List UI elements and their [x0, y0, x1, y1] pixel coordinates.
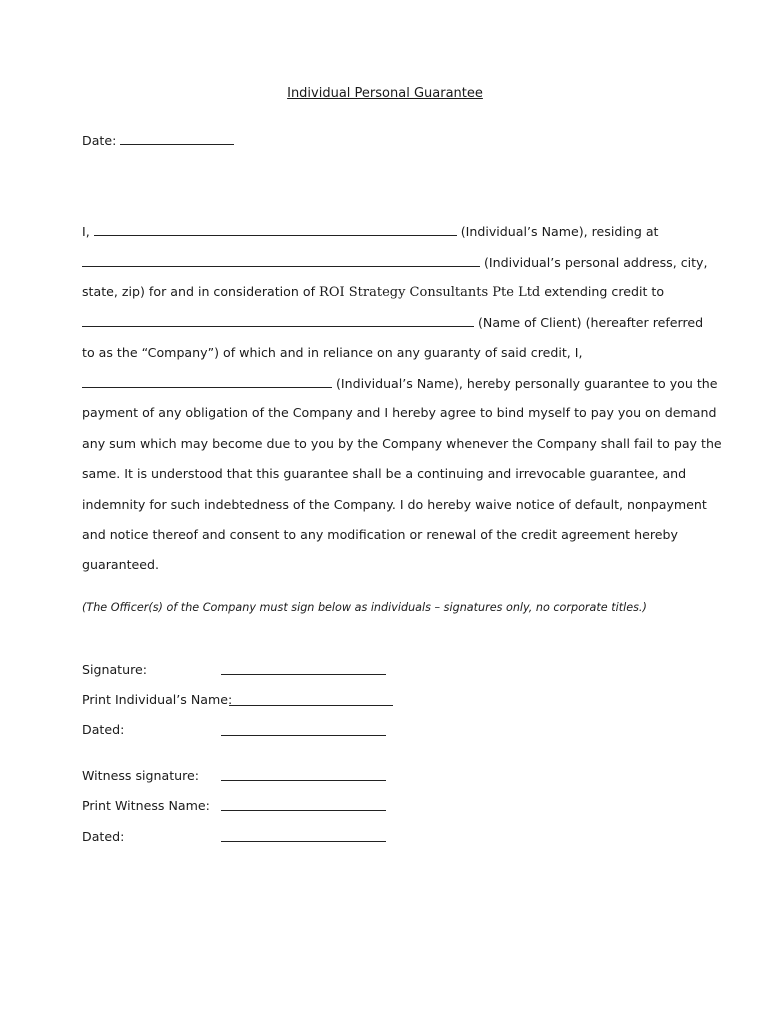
print-witness-field[interactable] [221, 810, 386, 811]
body-line-11: and notice thereof and consent to any modification or renewal of the credit agreement hereby [82, 527, 678, 542]
date-row [82, 132, 234, 149]
consideration-row [82, 284, 664, 301]
signature-field[interactable] [221, 674, 386, 675]
print-name-label: Print Individual’s Name: [82, 692, 233, 707]
signature-label: Signature: [82, 662, 147, 677]
individual-name-suffix: (Individual’s Name), residing at [460, 224, 659, 239]
witness-dated-field[interactable] [221, 841, 386, 842]
body-line-5: to as the “Company”) of which and in reliance on any guaranty of said credit, I, [82, 345, 583, 360]
date-label: Date: [82, 133, 117, 148]
officer-note: (The Officer(s) of the Company must sign below as individuals – signatures only, no corporate titles.) [82, 601, 647, 614]
body-line-8: any sum which may become due to you by the Company whenever the Company shall fail to pay the [82, 436, 722, 451]
individual-name-row [82, 223, 658, 240]
address-field[interactable] [82, 254, 480, 267]
body-line-10: indemnity for such indebtedness of the Company. I do hereby waive notice of default, nonpayment [82, 497, 707, 512]
body-line-12: guaranteed. [82, 557, 160, 572]
dated-label: Dated: [82, 722, 125, 737]
print-name-field[interactable] [229, 705, 393, 706]
date-field[interactable] [120, 132, 234, 145]
line3-prefix: state, zip) for and in consideration of [82, 284, 316, 299]
client-name-field[interactable] [82, 314, 474, 327]
address-row [82, 254, 708, 271]
client-suffix: (Name of Client) (hereafter referred [478, 315, 704, 330]
line-i-label: I, [82, 224, 90, 239]
client-row [82, 314, 703, 331]
dated-field[interactable] [221, 735, 386, 736]
guarantee-row [82, 375, 718, 392]
individual-name-field[interactable] [94, 223, 457, 236]
guarantor-name-field[interactable] [82, 375, 332, 388]
body-line-7: payment of any obligation of the Company and I hereby agree to bind myself to pay you on demand [82, 405, 717, 420]
address-suffix: (Individual’s personal address, city, [484, 255, 708, 270]
creditor-name: ROI Strategy Consultants Pte Ltd [319, 285, 541, 300]
body-line-9: same. It is understood that this guarantee shall be a continuing and irrevocable guarantee, and [82, 466, 687, 481]
print-witness-label: Print Witness Name: [82, 798, 210, 813]
document-title: Individual Personal Guarantee [287, 86, 483, 101]
witness-dated-label: Dated: [82, 829, 125, 844]
witness-signature-field[interactable] [221, 780, 386, 781]
witness-signature-label: Witness signature: [82, 768, 200, 783]
line3-suffix: extending credit to [544, 284, 665, 299]
guarantee-suffix: (Individual’s Name), hereby personally guarantee to you the [336, 376, 718, 391]
